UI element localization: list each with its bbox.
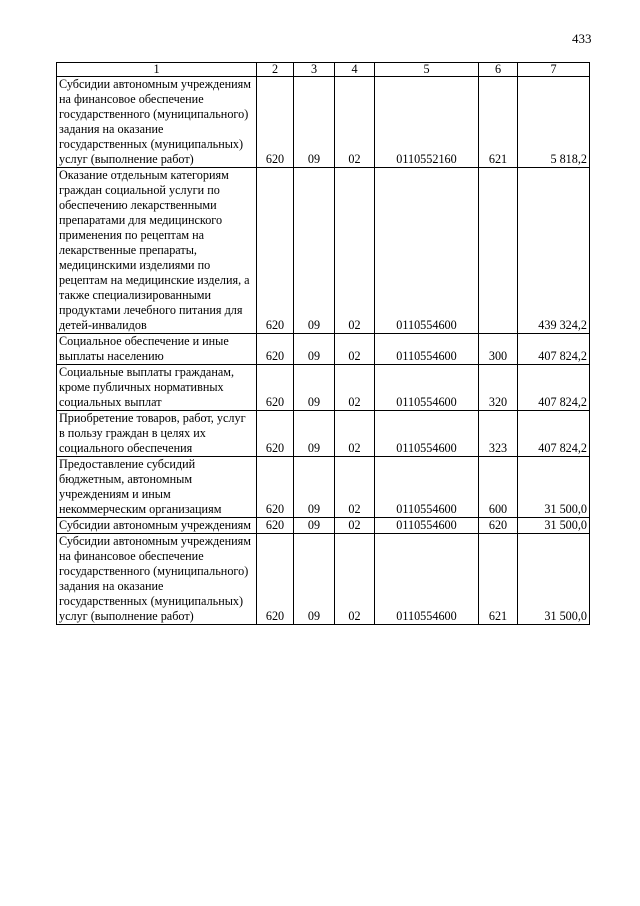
cell-ministry-code: 620: [257, 518, 294, 534]
cell-amount: 31 500,0: [518, 534, 590, 625]
cell-expense-type: 320: [479, 365, 518, 411]
row-name: Субсидии автономным учреждениям на финансовое обеспечение государственного (муниципального) задания на оказание государственных (муниципальных) услуг (выполнение работ): [57, 534, 257, 625]
cell-amount: 439 324,2: [518, 168, 590, 334]
cell-expense-type: 621: [479, 77, 518, 168]
cell-expense-type: 323: [479, 411, 518, 457]
cell-target-code: 0110554600: [375, 518, 479, 534]
cell-section-code: 09: [294, 77, 335, 168]
cell-subsection-code: 02: [335, 534, 375, 625]
cell-amount: 407 824,2: [518, 365, 590, 411]
row-name: Предоставление субсидий бюджетным, автономным учреждениям и иным некоммерческим организациям: [57, 457, 257, 518]
cell-amount: 5 818,2: [518, 77, 590, 168]
table-row: [57, 168, 590, 334]
cell-ministry-code: 620: [257, 411, 294, 457]
row-name: Социальное обеспечение и иные выплаты населению: [57, 334, 257, 365]
cell-subsection-code: 02: [335, 334, 375, 365]
row-name: Субсидии автономным учреждениям: [57, 518, 257, 534]
cell-subsection-code: 02: [335, 365, 375, 411]
budget-table: [56, 62, 590, 625]
row-name: Социальные выплаты гражданам, кроме публичных нормативных социальных выплат: [57, 365, 257, 411]
table-row: [57, 457, 590, 518]
column-header: 7: [518, 63, 590, 77]
cell-target-code: 0110554600: [375, 334, 479, 365]
column-header: 6: [479, 63, 518, 77]
cell-subsection-code: 02: [335, 457, 375, 518]
cell-ministry-code: 620: [257, 77, 294, 168]
row-name: Субсидии автономным учреждениям на финансовое обеспечение государственного (муниципального) задания на оказание государственных (муниципальных) услуг (выполнение работ): [57, 77, 257, 168]
column-header: 3: [294, 63, 335, 77]
cell-section-code: 09: [294, 365, 335, 411]
cell-expense-type: [479, 168, 518, 334]
cell-section-code: 09: [294, 534, 335, 625]
table-row: [57, 518, 590, 534]
cell-subsection-code: 02: [335, 168, 375, 334]
cell-target-code: 0110554600: [375, 411, 479, 457]
cell-subsection-code: 02: [335, 518, 375, 534]
table-row: [57, 77, 590, 168]
cell-subsection-code: 02: [335, 77, 375, 168]
cell-amount: 407 824,2: [518, 411, 590, 457]
cell-target-code: 0110554600: [375, 168, 479, 334]
cell-expense-type: 621: [479, 534, 518, 625]
cell-expense-type: 600: [479, 457, 518, 518]
cell-amount: 31 500,0: [518, 457, 590, 518]
cell-ministry-code: 620: [257, 334, 294, 365]
page-number: 433: [572, 31, 592, 46]
column-header: 4: [335, 63, 375, 77]
cell-target-code: 0110552160: [375, 77, 479, 168]
cell-target-code: 0110554600: [375, 457, 479, 518]
column-header: 5: [375, 63, 479, 77]
column-header: 2: [257, 63, 294, 77]
column-header: 1: [57, 63, 257, 77]
cell-expense-type: 620: [479, 518, 518, 534]
cell-subsection-code: 02: [335, 411, 375, 457]
row-name: Приобретение товаров, работ, услуг в пользу граждан в целях их социального обеспечения: [57, 411, 257, 457]
cell-ministry-code: 620: [257, 365, 294, 411]
row-name: Оказание отдельным категориям граждан социальной услуги по обеспечению лекарственными препаратами для медицинского применения по рецептам на лекарственные препараты, медицинскими изделиями по рецептам на медицинские изделия, а также специализированными продуктами лечебного питания для детей-инвалидов: [57, 168, 257, 334]
cell-section-code: 09: [294, 411, 335, 457]
cell-section-code: 09: [294, 518, 335, 534]
table-header-row: [57, 63, 590, 77]
table-row: [57, 365, 590, 411]
cell-ministry-code: 620: [257, 534, 294, 625]
table-row: [57, 334, 590, 365]
cell-ministry-code: 620: [257, 168, 294, 334]
cell-section-code: 09: [294, 168, 335, 334]
table-row: [57, 534, 590, 625]
cell-target-code: 0110554600: [375, 365, 479, 411]
cell-expense-type: 300: [479, 334, 518, 365]
cell-section-code: 09: [294, 334, 335, 365]
cell-amount: 31 500,0: [518, 518, 590, 534]
cell-amount: 407 824,2: [518, 334, 590, 365]
table-row: [57, 411, 590, 457]
cell-target-code: 0110554600: [375, 534, 479, 625]
cell-section-code: 09: [294, 457, 335, 518]
cell-ministry-code: 620: [257, 457, 294, 518]
